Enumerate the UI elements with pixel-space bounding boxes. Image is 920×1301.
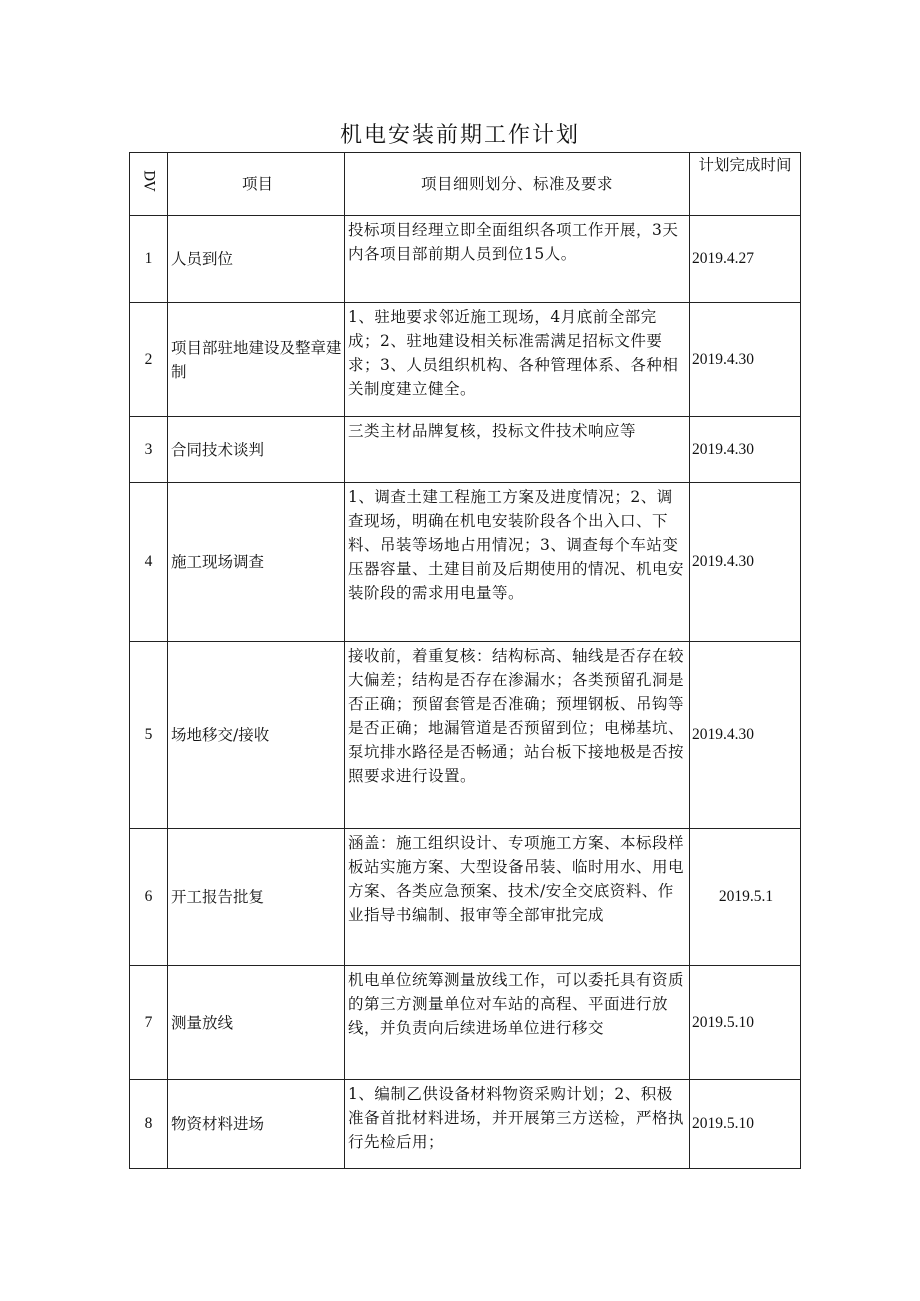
row-date: 2019.5.10 [690, 966, 801, 1080]
header-no: DV [130, 153, 168, 216]
table-row [130, 642, 801, 829]
row-date: 2019.5.1 [690, 829, 801, 966]
header-item: 项目 [168, 153, 345, 216]
row-item: 测量放线 [168, 966, 345, 1080]
row-no: 6 [130, 829, 168, 966]
row-detail: 三类主材品牌复核，投标文件技术响应等 [345, 417, 690, 483]
row-no: 2 [130, 303, 168, 417]
row-item: 人员到位 [168, 216, 345, 303]
document-title: 机电安装前期工作计划 [339, 123, 580, 148]
row-date: 2019.4.30 [690, 642, 801, 829]
row-no: 3 [130, 417, 168, 483]
row-no: 8 [130, 1080, 168, 1169]
table-row [130, 1080, 801, 1169]
row-detail: 1、调查土建工程施工方案及进度情况；2、调查现场，明确在机电安装阶段各个出入口、下料、吊装等场地占用情况；3、调查每个车站变压器容量、土建目前及后期使用的情况、机电安装阶段的需求用电量等。 [345, 483, 690, 642]
table-row [130, 216, 801, 303]
row-no: 5 [130, 642, 168, 829]
table-row [130, 829, 801, 966]
work-plan-table [129, 152, 801, 1169]
row-date: 2019.4.30 [690, 483, 801, 642]
row-item: 场地移交/接收 [168, 642, 345, 829]
row-detail: 1、编制乙供设备材料物资采购计划；2、积极准备首批材料进场，并开展第三方送检，严格执行先检后用； [345, 1080, 690, 1169]
row-no: 1 [130, 216, 168, 303]
row-date: 2019.4.27 [690, 216, 801, 303]
row-item: 开工报告批复 [168, 829, 345, 966]
table-row [130, 303, 801, 417]
row-item: 项目部驻地建设及整章建制 [168, 303, 345, 417]
table-row [130, 417, 801, 483]
row-detail: 投标项目经理立即全面组织各项工作开展，3天内各项目部前期人员到位15人。 [345, 216, 690, 303]
row-detail: 1、驻地要求邻近施工现场，4月底前全部完成；2、驻地建设相关标准需满足招标文件要求；3、人员组织机构、各种管理体系、各种相关制度建立健全。 [345, 303, 690, 417]
header-detail: 项目细则划分、标准及要求 [345, 153, 690, 216]
row-date: 2019.4.30 [690, 417, 801, 483]
header-date: 计划完成时间 [690, 153, 801, 216]
row-date: 2019.4.30 [690, 303, 801, 417]
row-item: 合同技术谈判 [168, 417, 345, 483]
table-row [130, 966, 801, 1080]
row-detail: 接收前，着重复核：结构标高、轴线是否存在较大偏差；结构是否存在渗漏水；各类预留孔洞是否正确；预留套管是否准确；预埋钢板、吊钩等是否正确；地漏管道是否预留到位；电梯基坑、泵坑排水路径是否畅通；站台板下接地极是否按照要求进行设置。 [345, 642, 690, 829]
table-row [130, 483, 801, 642]
row-date: 2019.5.10 [690, 1080, 801, 1169]
row-no: 7 [130, 966, 168, 1080]
row-detail: 机电单位统筹测量放线工作，可以委托具有资质的第三方测量单位对车站的高程、平面进行放线，并负责向后续进场单位进行移交 [345, 966, 690, 1080]
table-header-row [130, 153, 801, 216]
row-no: 4 [130, 483, 168, 642]
row-item: 物资材料进场 [168, 1080, 345, 1169]
row-item: 施工现场调查 [168, 483, 345, 642]
row-detail: 涵盖：施工组织设计、专项施工方案、本标段样板站实施方案、大型设备吊装、临时用水、用电方案、各类应急预案、技术/安全交底资料、作业指导书编制、报审等全部审批完成 [345, 829, 690, 966]
